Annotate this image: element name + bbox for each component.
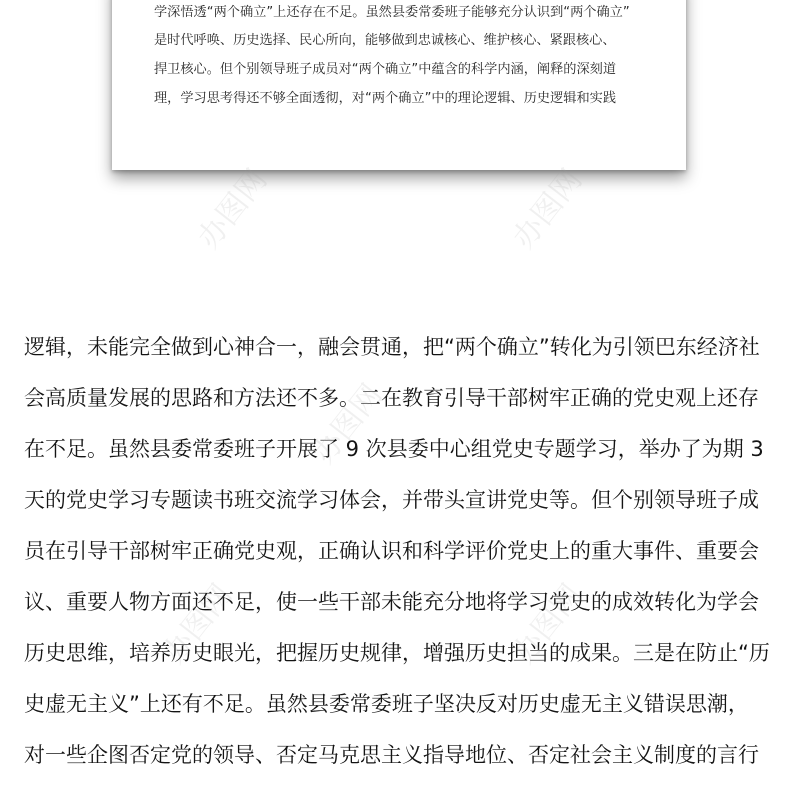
body-line: 史虚无主义”上还有不足。虽然县委常委班子坚决反对历史虚无主义错误思潮， [24, 692, 749, 716]
body-line: 会高质量发展的思路和方法还不多。二在教育引导干部树牢正确的党史观上还存 [24, 386, 759, 410]
body-line: 员在引导干部树牢正确党史观，正确认识和科学评价党史上的重大事件、重要会 [24, 539, 759, 563]
body-line: 议、重要人物方面还不足，使一些干部未能充分地将学习党史的成效转化为学会 [24, 590, 759, 614]
body-line: 天的党史学习专题读书班交流学习体会，并带头宣讲党史等。但个别领导班子成 [24, 488, 759, 512]
watermark: 办图网 [506, 162, 590, 256]
body-line: 在不足。虽然县委常委班子开展了 9 次县委中心组党史专题学习，举办了为期 3 [24, 437, 764, 461]
body-line: 逻辑，未能完全做到心神合一，融会贯通，把“两个确立”转化为引领巴东经济社 [24, 335, 760, 359]
body-line: 历史思维，培养历史眼光，把握历史规律，增强历史担当的成果。三是在防止“历 [24, 641, 770, 665]
preview-card-text [154, 0, 674, 113]
preview-line: 捍卫核心。但个别领导班子成员对“两个确立”中蕴含的科学内涵，阐释的深刻道 [154, 62, 617, 77]
preview-line: 学深悟透“两个确立”上还存在不足。虽然县委常委班子能够充分认识到“两个确立” [154, 5, 630, 20]
document-body [24, 322, 784, 781]
watermark: 办图网 [506, 577, 590, 671]
watermark: 办图网 [306, 377, 390, 471]
body-line: 对一些企图否定党的领导、否定马克思主义指导地位、否定社会主义制度的言行 [24, 743, 759, 767]
watermark: 办图网 [156, 577, 240, 671]
watermark: 办图网 [191, 162, 275, 256]
preview-line: 是时代呼唤、历史选择、民心所向，能够做到忠诚核心、维护核心、紧跟核心、 [154, 33, 616, 48]
preview-line: 理，学习思考得还不够全面透彻，对“两个确立”中的理论逻辑、历史逻辑和实践 [154, 91, 617, 106]
